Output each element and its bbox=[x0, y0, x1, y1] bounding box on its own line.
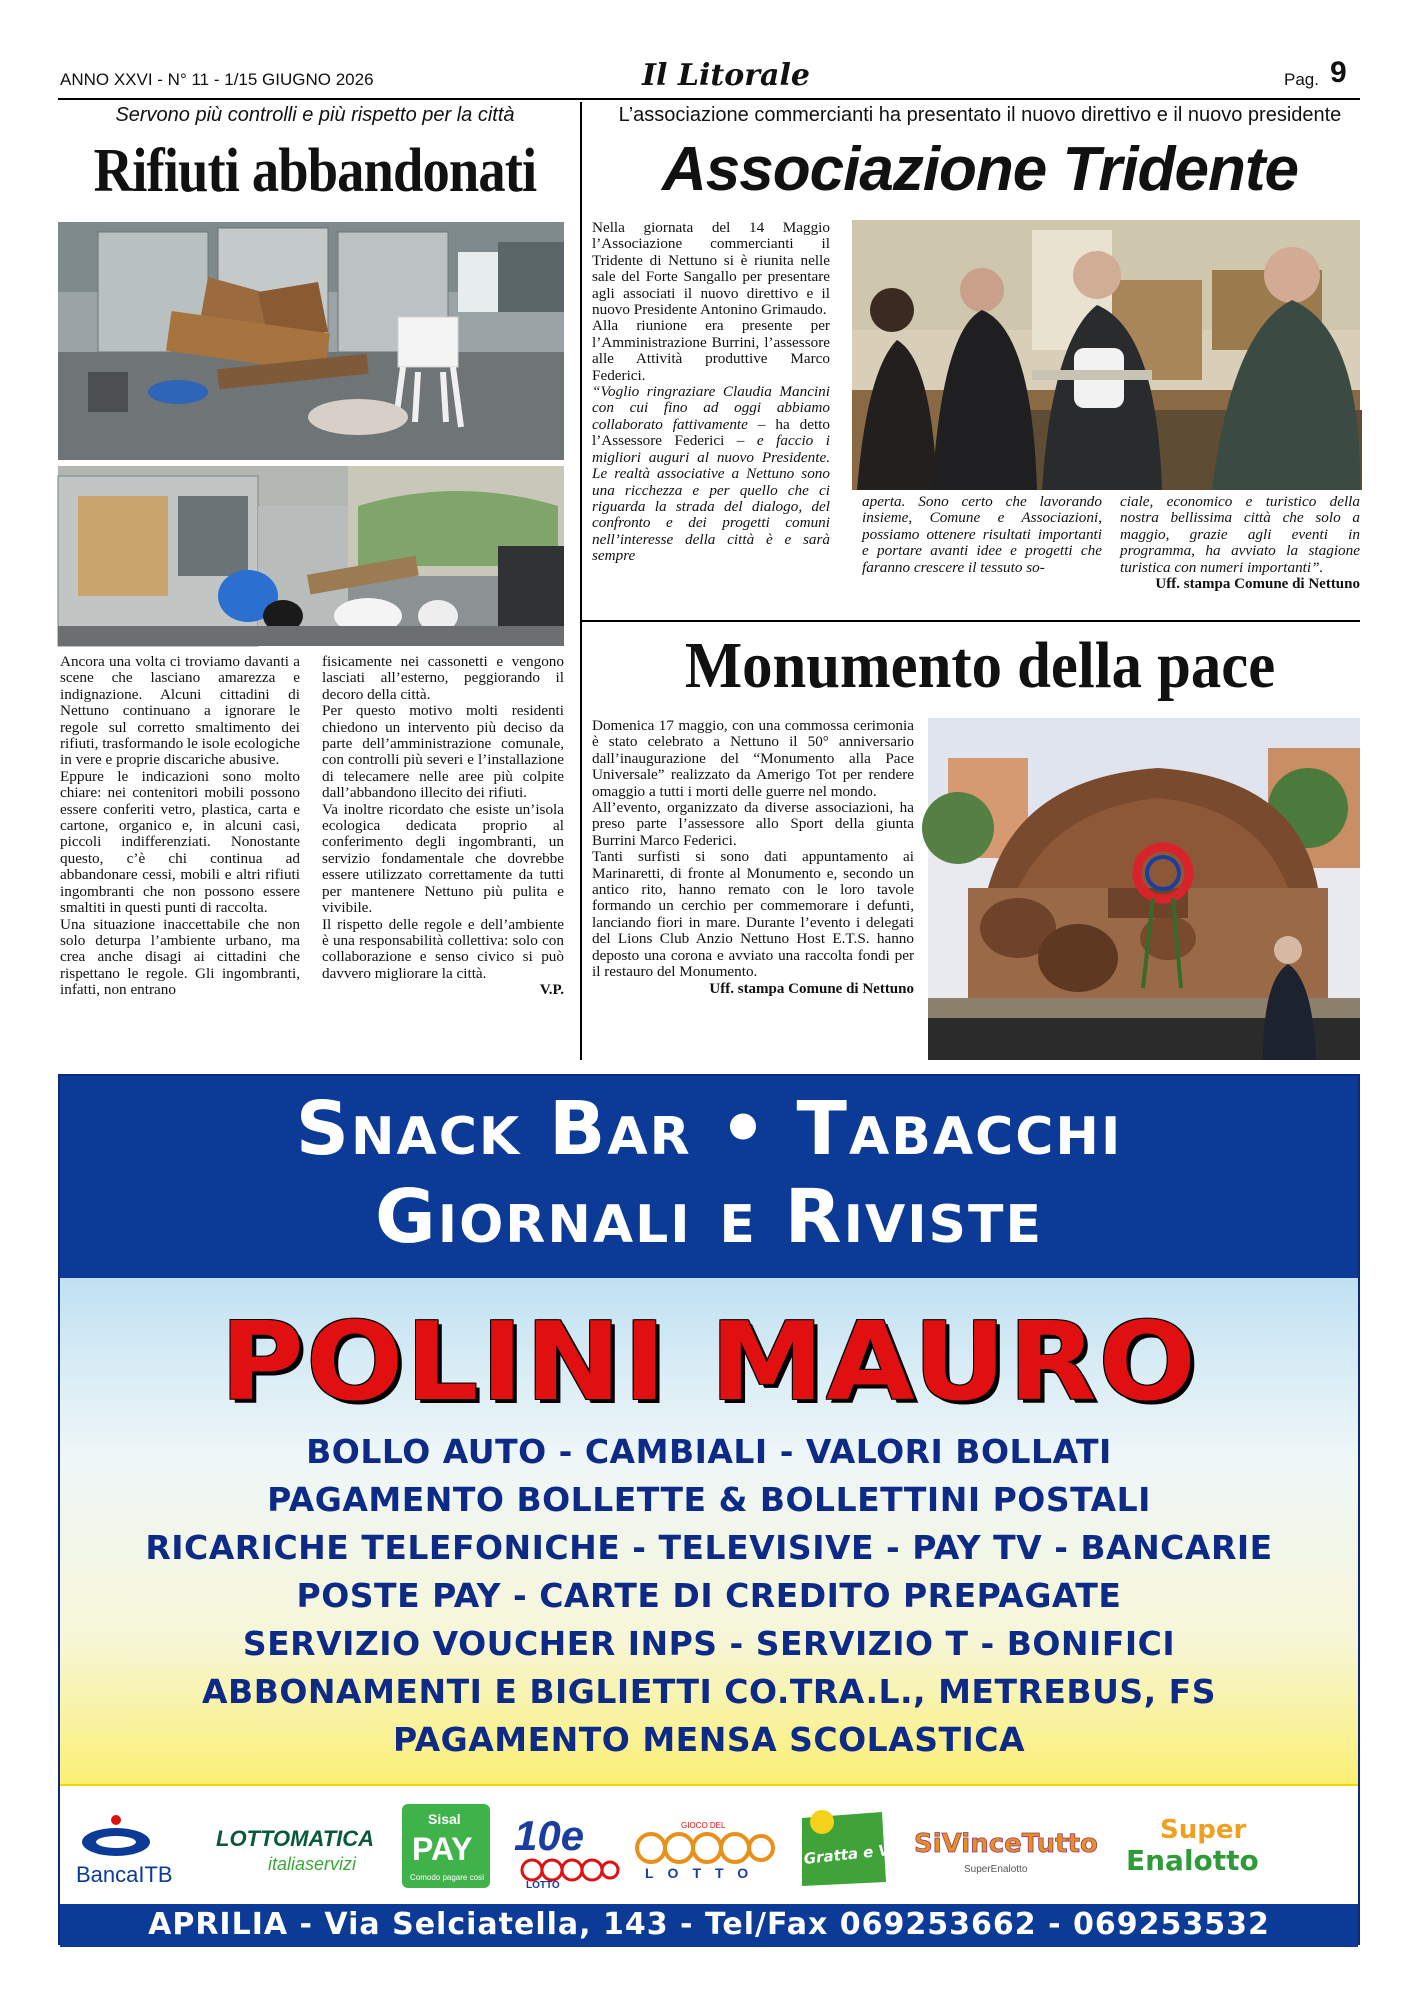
ad-business-name: POLINI MAURO bbox=[220, 1300, 1198, 1425]
rifiuti-c2-p2: Per questo motivo molti residenti chiedono un intervento più deciso da parte dell’amministrazione comunale, con controlli più severi e l’installazione di telecamere nelle aree più colpite dall’abbandono illecito dei rifiuti. bbox=[322, 702, 564, 802]
issue-info: ANNO XXVI - N° 11 - 1/15 GIUGNO 2026 bbox=[60, 70, 374, 89]
rifiuti-c2-p1: fisicamente nei cassonetti e vengono lasciati all’esterno, peggiorando il decoro della città. bbox=[322, 653, 564, 703]
ad-headline-1: Snack Bar • Tabacchi bbox=[295, 1086, 1123, 1172]
gratta-e-vinci-logo bbox=[792, 1798, 928, 1894]
superenalotto-logo bbox=[1120, 1798, 1260, 1894]
ad-service-6: ABBONAMENTI E BIGLIETTI CO.TRA.L., METREBUS, FS bbox=[202, 1672, 1216, 1711]
ad-address: APRILIA - Via Selciatella, 143 - Tel/Fax 069253662 - 069253532 bbox=[60, 1904, 1358, 1947]
tridente-intro-2: Alla riunione era presente per l’Amministrazione Burrini, l’assessore alle Attività produttive Marco Federici. bbox=[592, 317, 830, 384]
lottomatica-text: LOTTOMATICA bbox=[216, 1826, 375, 1851]
tridente-column-2 bbox=[862, 494, 1102, 576]
page-label: Pag. bbox=[1284, 70, 1319, 89]
newspaper-title: Il Litorale bbox=[642, 58, 810, 93]
monumento-headline: Monumento della pace bbox=[684, 629, 1276, 702]
sivincetutto-logo bbox=[908, 1798, 1108, 1894]
ad-service-2: PAGAMENTO BOLLETTE & BOLLETTINI POSTALI bbox=[267, 1480, 1151, 1519]
ad-service-7: PAGAMENTO MENSA SCOLASTICA bbox=[392, 1720, 1026, 1759]
lottomatica-logo bbox=[210, 1798, 380, 1894]
tridente-signature: Uff. stampa Comune di Nettuno bbox=[1155, 576, 1360, 593]
monumento-p2: All’evento, organizzato da diverse associazioni, ha preso parte l’assessore allo Sport della giunta Burrini Marco Federici. bbox=[592, 799, 914, 849]
tridente-intro: Nella giornata del 14 Maggio l’Associazione commercianti il Tridente di Nettuno si è riunita nelle sale del Forte Sangallo per presentare agli associati il nuovo direttivo e il nuovo Presidente Antonino Grimaudo. bbox=[592, 219, 830, 319]
sivincetutto-text: SiVinceTutto bbox=[914, 1829, 1098, 1859]
pay-text: PAY bbox=[412, 1831, 473, 1867]
section-divider bbox=[580, 620, 1360, 622]
monumento-column bbox=[592, 718, 914, 997]
bancaitb-text: BancaITB bbox=[76, 1862, 173, 1887]
column-divider bbox=[580, 102, 582, 1060]
partner-logos bbox=[60, 1784, 1358, 1904]
sivincetutto-sub-text: SuperEnalotto bbox=[964, 1864, 1028, 1875]
tridente-quote-2: aperta. Sono certo che lavorando insieme, Comune e Associazioni, possiamo ottenere risultati importanti e portare avanti idee e progetti che faranno crescere il tessuto so- bbox=[862, 493, 1102, 576]
10elotto-logo bbox=[510, 1798, 620, 1894]
page-number: 9 bbox=[1330, 56, 1347, 89]
10elotto-lotto-text: LOTTO bbox=[526, 1880, 560, 1891]
rifiuti-headline: Rifiuti abbandonati bbox=[93, 137, 537, 205]
bancaitb-logo bbox=[74, 1798, 194, 1894]
tridente-column-3 bbox=[1120, 494, 1360, 592]
enalotto-text: Enalotto bbox=[1126, 1844, 1259, 1877]
sisal-pay-logo bbox=[398, 1798, 494, 1894]
ad-service-5: SERVIZIO VOUCHER INPS - SERVIZIO T - BONIFICI bbox=[242, 1624, 1176, 1663]
tridente-headline: Associazione Tridente bbox=[662, 135, 1298, 204]
advertisement bbox=[58, 1074, 1360, 1945]
pay-sub-text: Comodo pagare così bbox=[410, 1873, 485, 1882]
rifiuti-kicker: Servono più controlli e più rispetto per la città bbox=[115, 104, 515, 126]
rifiuti-column-1 bbox=[60, 654, 300, 999]
header-rule bbox=[58, 98, 1360, 100]
tridente-photo bbox=[852, 220, 1360, 490]
lottomatica-sub-text: italiaservizi bbox=[268, 1854, 357, 1874]
tridente-quote-attribution: ha detto l’Assessore Federici – bbox=[592, 415, 830, 450]
lotto-text: LOTTO bbox=[645, 1865, 763, 1881]
rifiuti-c2-p4: Il rispetto delle regole e dell’ambiente è una responsabilità collettiva: solo con collaborazione e senso civico si può davvero migliorare la città. bbox=[322, 915, 564, 982]
rifiuti-c1-p3: Una situazione inaccettabile che non solo deturpa l’ambiente urbano, ma crea anche disagi ai cittadini che rispettano le regole. Gli ingombranti, infatti, non entrano bbox=[60, 915, 300, 999]
monumento-p1: Domenica 17 maggio, con una commossa cerimonia è stato celebrato a Nettuno il 50° anniversario dall’inaugurazione del “Monumento alla Pace Universale” realizzato da Amerigo Tot per rendere omaggio a tutti i morti delle guerre nel mondo. bbox=[592, 717, 914, 800]
rifiuti-photo-1 bbox=[58, 222, 564, 460]
10elotto-text: 10e bbox=[514, 1812, 585, 1859]
monumento-signature: Uff. stampa Comune di Nettuno bbox=[709, 980, 914, 997]
tridente-column-1 bbox=[592, 220, 830, 565]
lotto-small-text: GIOCO DEL bbox=[681, 1821, 726, 1830]
rifiuti-c2-p3: Va inoltre ricordato che esiste un’isola ecologica dedicata proprio al conferimento degli ingombranti, un servizio fondamentale che dovrebbe essere utilizzato correttamente da tutti per mantenere Nettuno più pulita e vivibile. bbox=[322, 800, 564, 917]
ad-headline-2: Giornali e Riviste bbox=[375, 1174, 1043, 1260]
rifiuti-signature: V.P. bbox=[539, 982, 564, 999]
rifiuti-c1-p1: Ancora una volta ci troviamo davanti a scene che lasciano amarezza e indignazione. Alcuni cittadini di Nettuno continuano a ignorare le regole sul corretto smaltimento dei rifiuti, trasformando le isole ecologiche in vere e proprie discariche abusive. bbox=[60, 653, 300, 769]
tridente-quote-1: “Voglio ringraziare Claudia Mancini con cui fino ad oggi abbiamo collaborato fattivamente – bbox=[592, 383, 830, 433]
sisal-text: Sisal bbox=[428, 1811, 461, 1827]
rifiuti-column-2 bbox=[322, 654, 564, 999]
monumento-p3: Tanti surfisti si sono dati appuntamento ai Marinaretti, di fronte al Monumento e, secondo un antico rito, hanno remato con le loro tavole formando un cerchio per commemorare i defunti, lanciando fiori in mare. Durante l’evento i delegati del Lions Club Anzio Nettuno Host E.T.S. hanno deposto una corona e avviato una raccolta fondi per il restauro del Monumento. bbox=[592, 848, 914, 981]
gratta-text: Gratta e Vinci! bbox=[802, 1837, 928, 1868]
ad-service-4: POSTE PAY - CARTE DI CREDITO PREPAGATE bbox=[296, 1576, 1122, 1615]
rifiuti-photo-2 bbox=[58, 466, 564, 646]
rifiuti-c1-p2: Eppure le indicazioni sono molto chiare: nei contenitori mobili possono essere conferiti vetro, plastica, carta e cartone, organico e, in alcuni casi, piccoli indifferenziati. Nonostante questo, c’è chi continua ad abbandonare cessi, mobili e altri rifiuti ingombranti che non possono essere smaltiti in questi punti di raccolta. bbox=[60, 767, 300, 917]
tridente-kicker: L’associazione commercianti ha presentato il nuovo direttivo e il nuovo presidente bbox=[618, 104, 1342, 126]
lotto-logo bbox=[635, 1798, 775, 1894]
ad-service-3: RICARICHE TELEFONICHE - TELEVISIVE - PAY TV - BANCARIE bbox=[145, 1528, 1273, 1567]
tridente-quote-3: ciale, economico e turistico della nostra bellissima città che solo a maggio, grazie agli eventi in programma, ha avviato la stagione turistica con numeri importanti”. bbox=[1120, 493, 1360, 576]
monumento-photo bbox=[928, 718, 1360, 1060]
super-text: Super bbox=[1160, 1815, 1247, 1845]
tridente-quote-1-cont: e faccio i migliori auguri al nuovo Presidente. Le realtà associative a Nettuno sono una ricchezza e per quello che ci riguarda la strada del dialogo, del confronto e dei progetti comuni nell’interesse della città è e sarà sempre bbox=[592, 432, 831, 565]
ad-service-1: BOLLO AUTO - CAMBIALI - VALORI BOLLATI bbox=[306, 1432, 1112, 1471]
